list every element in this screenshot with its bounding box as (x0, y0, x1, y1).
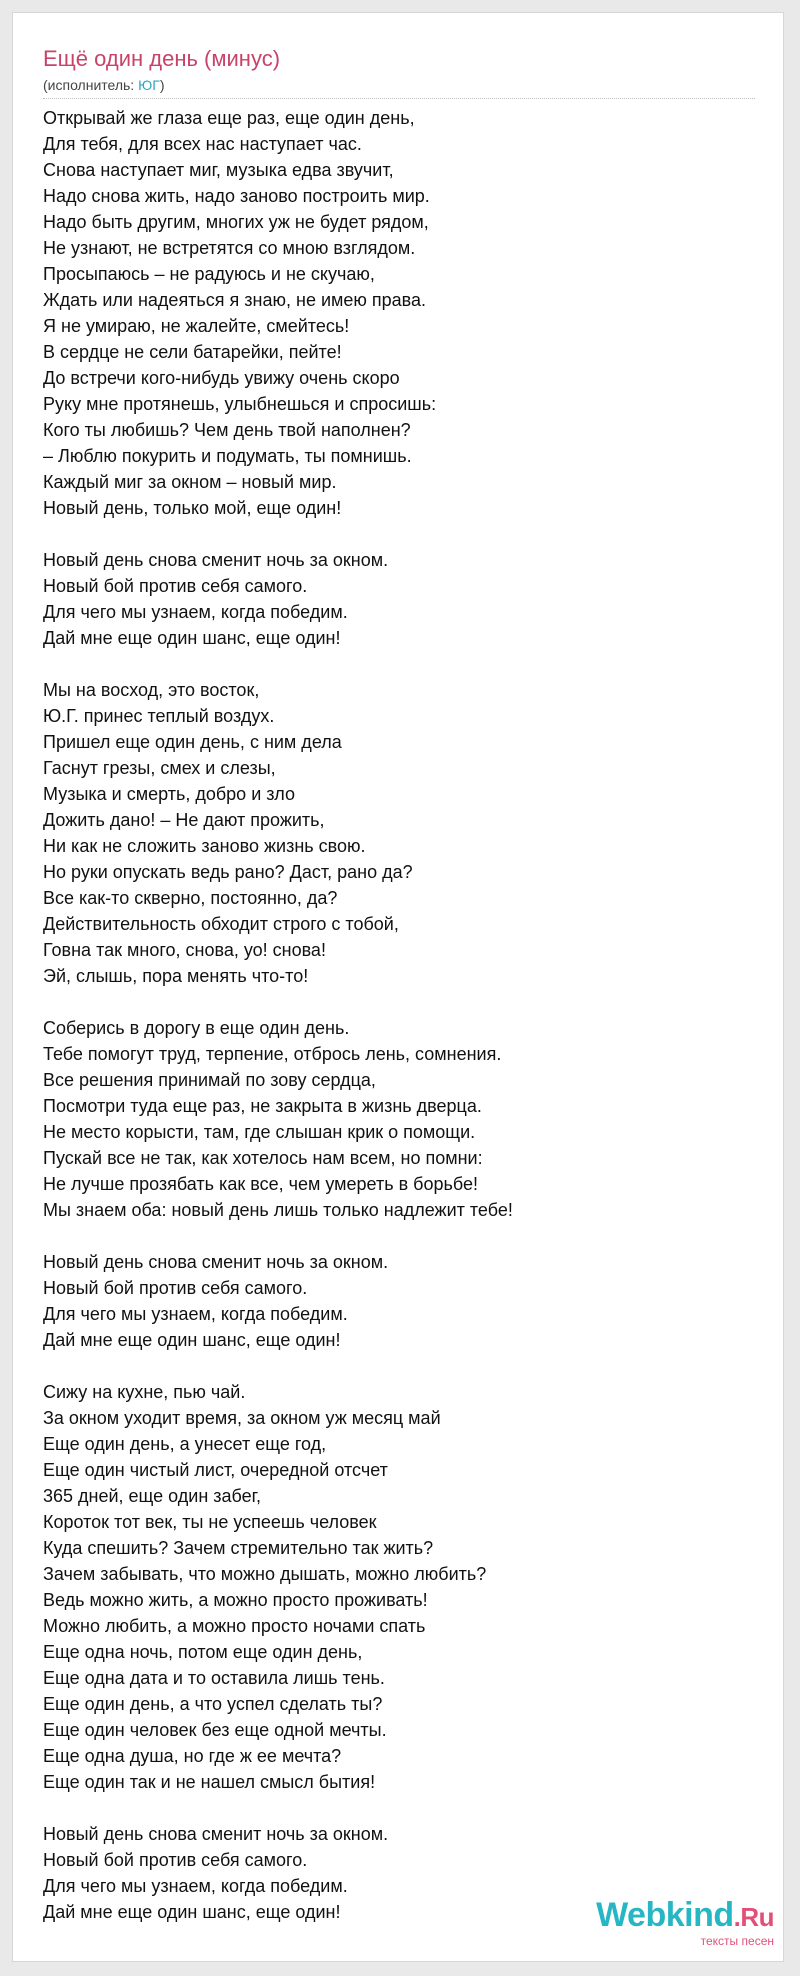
lyric-line: Еще один день, а унесет еще год, (43, 1434, 327, 1454)
song-header (43, 45, 755, 99)
lyric-line: Можно любить, а можно просто ночами спать (43, 1616, 426, 1636)
site-logo[interactable] (596, 1898, 774, 1948)
lyrics-stanza (43, 1379, 755, 1795)
lyric-line: Надо снова жить, надо заново построить мир. (43, 186, 430, 206)
lyric-line: До встречи кого-нибудь увижу очень скоро (43, 368, 400, 388)
lyric-line: Для чего мы узнаем, когда победим. (43, 602, 348, 622)
lyric-line: Еще один чистый лист, очередной отсчет (43, 1460, 388, 1480)
lyric-line: Все решения принимай по зову сердца, (43, 1070, 376, 1090)
lyric-line: Еще один день, а что успел сделать ты? (43, 1694, 383, 1714)
lyric-line: Для тебя, для всех нас наступает час. (43, 134, 362, 154)
lyric-line: Тебе помогут труд, терпение, отбрось лень, сомнения. (43, 1044, 502, 1064)
lyric-line: Еще одна душа, но где ж ее мечта? (43, 1746, 342, 1766)
lyric-line: Посмотри туда еще раз, не закрыта в жизнь дверца. (43, 1096, 482, 1116)
artist-link[interactable]: ЮГ (138, 77, 160, 93)
lyric-line: Каждый миг за окном – новый мир. (43, 472, 337, 492)
lyric-line: Музыка и смерть, добро и зло (43, 784, 296, 804)
lyric-line: Эй, слышь, пора менять что-то! (43, 966, 309, 986)
lyric-line: Куда спешить? Зачем стремительно так жить? (43, 1538, 434, 1558)
lyric-line: Новый день снова сменит ночь за окном. (43, 550, 389, 570)
lyric-line: Новый бой против себя самого. (43, 1850, 308, 1870)
lyric-line: Еще один человек без еще одной мечты. (43, 1720, 387, 1740)
lyric-line: Еще одна ночь, потом еще один день, (43, 1642, 363, 1662)
lyric-line: Действительность обходит строго с тобой, (43, 914, 399, 934)
lyric-line: Пускай все не так, как хотелось нам всем, но помни: (43, 1148, 483, 1168)
logo-wordmark (596, 1898, 774, 1934)
lyric-line: Ни как не сложить заново жизнь свою. (43, 836, 366, 856)
lyric-line: – Люблю покурить и подумать, ты помнишь. (43, 446, 412, 466)
lyrics-stanza (43, 105, 755, 521)
lyric-line: Новый бой против себя самого. (43, 1278, 308, 1298)
lyric-line: 365 дней, еще один забег, (43, 1486, 262, 1506)
lyric-line: За окном уходит время, за окном уж месяц май (43, 1408, 441, 1428)
lyric-line: Сижу на кухне, пью чай. (43, 1382, 246, 1402)
lyric-line: Ю.Г. принес теплый воздух. (43, 706, 275, 726)
lyric-line: Дожить дано! – Не дают прожить, (43, 810, 325, 830)
artist-suffix: ) (159, 77, 165, 93)
lyric-line: Надо быть другим, многих уж не будет рядом, (43, 212, 429, 232)
lyrics-text (43, 105, 755, 1951)
lyric-line: Не лучше прозябать как все, чем умереть в борьбе! (43, 1174, 478, 1194)
lyric-line: Открывай же глаза еще раз, еще один день, (43, 108, 415, 128)
artist-line (43, 77, 755, 99)
lyric-line: Не узнают, не встретятся со мною взглядом. (43, 238, 416, 258)
lyric-line: Я не умираю, не жалейте, смейтесь! (43, 316, 350, 336)
lyric-line: Дай мне еще один шанс, еще один! (43, 628, 341, 648)
lyric-line: Пришел еще один день, с ним дела (43, 732, 342, 752)
lyric-line: Еще одна дата и то оставила лишь тень. (43, 1668, 385, 1688)
lyric-line: Новый день снова сменит ночь за окном. (43, 1824, 389, 1844)
lyric-line: Кого ты любишь? Чем день твой наполнен? (43, 420, 411, 440)
logo-main-text: Webkind (596, 1896, 734, 1934)
lyric-line: Короток тот век, ты не успеешь человек (43, 1512, 377, 1532)
lyric-line: Мы на восход, это восток, (43, 680, 260, 700)
logo-tld: .Ru (733, 1902, 774, 1932)
lyric-line: Все как-то скверно, постоянно, да? (43, 888, 338, 908)
song-title: Ещё один день (минус) (43, 46, 281, 71)
lyric-line: Но руки опускать ведь рано? Даст, рано да? (43, 862, 413, 882)
lyric-line: Новый бой против себя самого. (43, 576, 308, 596)
lyric-line: Дай мне еще один шанс, еще один! (43, 1902, 341, 1922)
lyric-line: Для чего мы узнаем, когда победим. (43, 1876, 348, 1896)
lyrics-card (12, 12, 784, 1962)
lyric-line: Соберись в дорогу в еще один день. (43, 1018, 350, 1038)
lyric-line: Новый день снова сменит ночь за окном. (43, 1252, 389, 1272)
lyric-line: Еще один так и не нашел смысл бытия! (43, 1772, 376, 1792)
lyric-line: Дай мне еще один шанс, еще один! (43, 1330, 341, 1350)
lyric-line: Не место корысти, там, где слышан крик о помощи. (43, 1122, 476, 1142)
lyric-line: Гаснут грезы, смех и слезы, (43, 758, 276, 778)
lyric-line: Мы знаем оба: новый день лишь только надлежит тебе! (43, 1200, 513, 1220)
lyrics-stanza (43, 1015, 755, 1223)
lyrics-stanza (43, 677, 755, 989)
lyric-line: Снова наступает миг, музыка едва звучит, (43, 160, 394, 180)
lyrics-stanza (43, 547, 755, 651)
lyric-line: Просыпаюсь – не радуюсь и не скучаю, (43, 264, 375, 284)
logo-tagline: тексты песен (700, 1934, 774, 1948)
lyric-line: Ведь можно жить, а можно просто проживать! (43, 1590, 428, 1610)
lyric-line: Зачем забывать, что можно дышать, можно любить? (43, 1564, 487, 1584)
lyric-line: Новый день, только мой, еще один! (43, 498, 342, 518)
lyrics-stanza (43, 1249, 755, 1353)
lyric-line: Руку мне протянешь, улыбнешься и спросишь: (43, 394, 437, 414)
lyric-line: Говна так много, снова, уо! снова! (43, 940, 326, 960)
lyric-line: В сердце не сели батарейки, пейте! (43, 342, 342, 362)
artist-prefix: (исполнитель: (43, 77, 139, 93)
lyric-line: Для чего мы узнаем, когда победим. (43, 1304, 348, 1324)
lyric-line: Ждать или надеяться я знаю, не имею права. (43, 290, 427, 310)
